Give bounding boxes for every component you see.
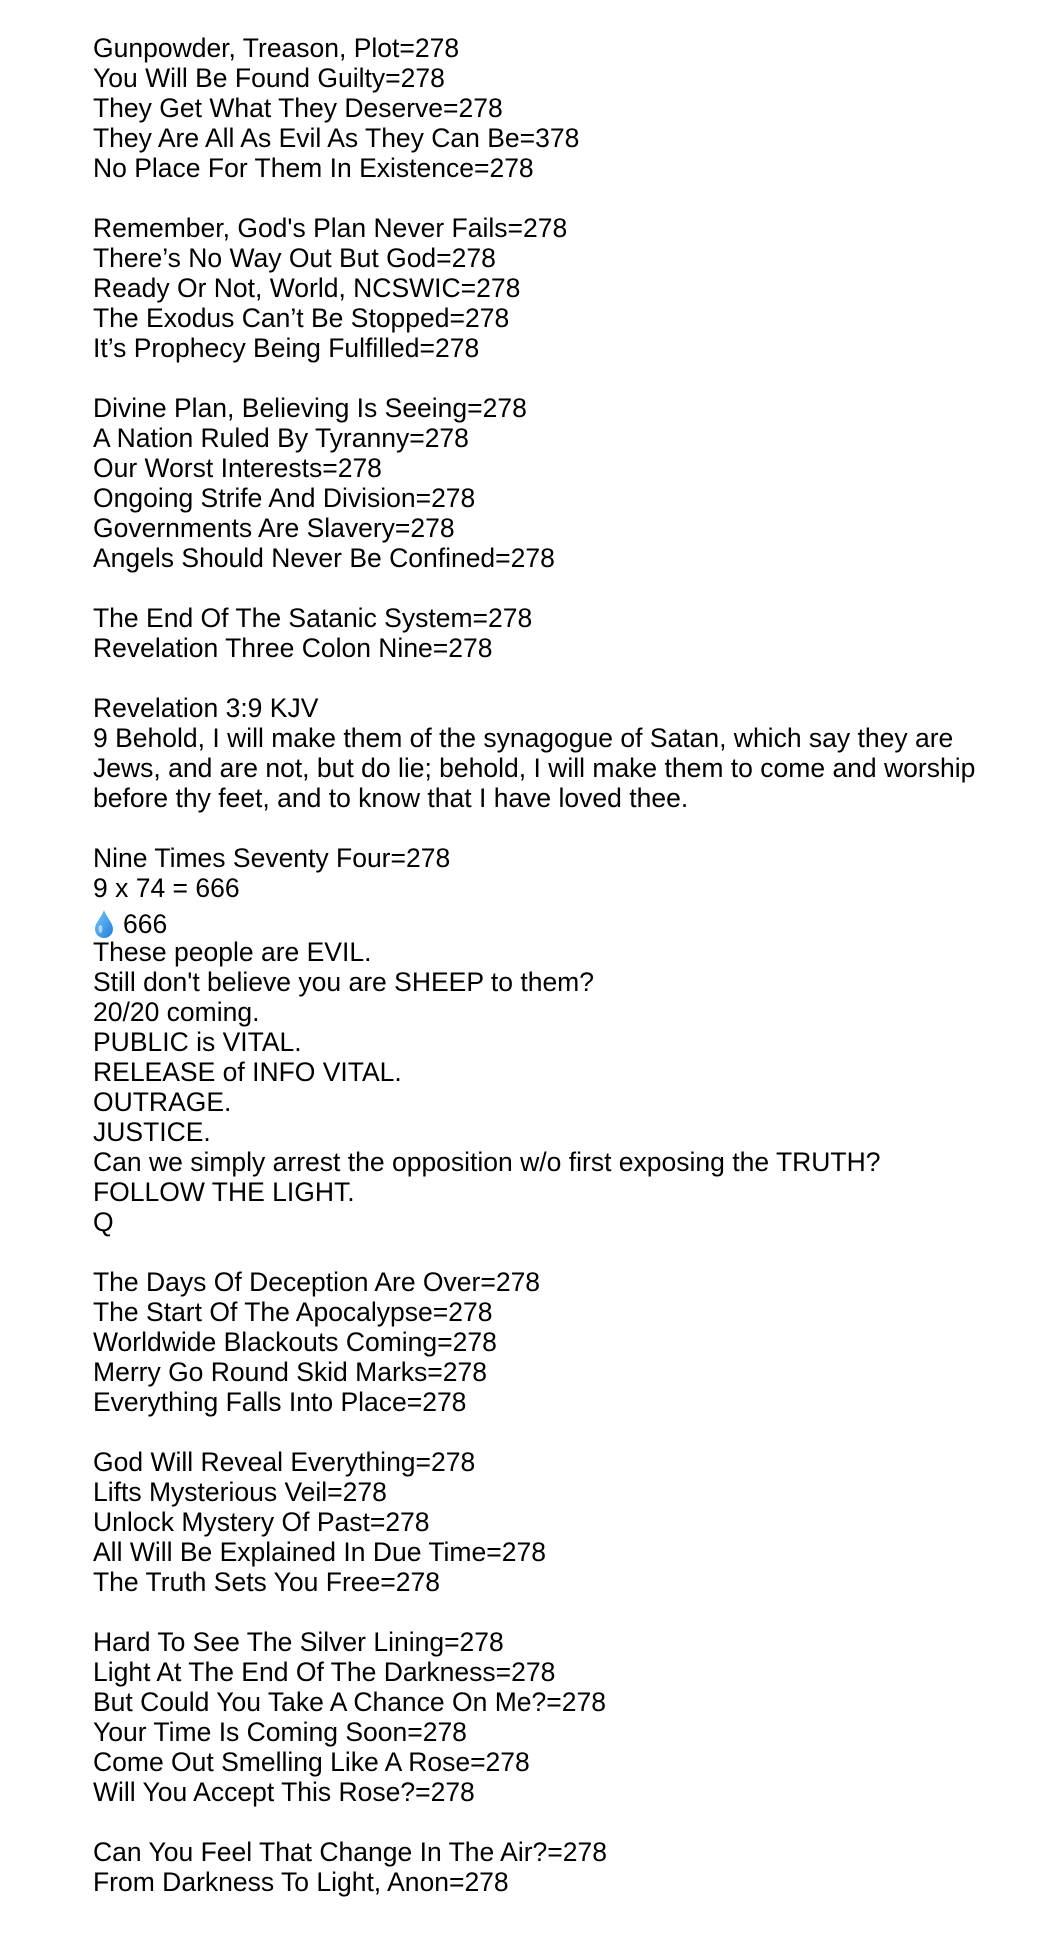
text-line: 20/20 coming. (93, 997, 260, 1027)
text-line: Revelation Three Colon Nine=278 (93, 633, 493, 663)
paragraph-gap (93, 1237, 1013, 1267)
text-line: It’s Prophecy Being Fulfilled=278 (93, 333, 480, 363)
text-line: Can we simply arrest the opposition w/o first exposing the TRUTH? (93, 1147, 881, 1177)
text-line: Q (93, 1207, 114, 1237)
text-line: Angels Should Never Be Confined=278 (93, 543, 555, 573)
text-line: Hard To See The Silver Lining=278 (93, 1627, 504, 1657)
text-line: From Darkness To Light, Anon=278 (93, 1867, 509, 1897)
text-line: OUTRAGE. (93, 1087, 232, 1117)
text-line: PUBLIC is VITAL. (93, 1027, 302, 1057)
text-line: Governments Are Slavery=278 (93, 513, 455, 543)
paragraph-gap (93, 1597, 1013, 1627)
text-line: Can You Feel That Change In The Air?=278 (93, 1837, 607, 1867)
scripture-verse: 9 Behold, I will make them of the synagogue of Satan, which say they are Jews, and are not, but do lie; behold, I will make them to come and worship before thy feet, and to know that I have loved thee. (93, 723, 976, 813)
text-line: A Nation Ruled By Tyranny=278 (93, 423, 469, 453)
text-line: The Truth Sets You Free=278 (93, 1567, 440, 1597)
text-line: No Place For Them In Existence=278 (93, 153, 534, 183)
text-line: Will You Accept This Rose?=278 (93, 1777, 475, 1807)
text-line: Gunpowder, Treason, Plot=278 (93, 33, 460, 63)
text-line: All Will Be Explained In Due Time=278 (93, 1537, 546, 1567)
text-block (93, 1837, 1013, 1897)
text-line: Ready Or Not, World, NCSWIC=278 (93, 273, 521, 303)
text-line: The Start Of The Apocalypse=278 (93, 1297, 493, 1327)
text-line: Our Worst Interests=278 (93, 453, 382, 483)
paragraph-gap (93, 573, 1013, 603)
text-line: The End Of The Satanic System=278 (93, 603, 533, 633)
scripture-block (93, 693, 1013, 813)
paragraph-gap (93, 1807, 1013, 1837)
text-line: The Exodus Can’t Be Stopped=278 (93, 303, 510, 333)
text-line: RELEASE of INFO VITAL. (93, 1057, 402, 1087)
text-line: Your Time Is Coming Soon=278 (93, 1717, 467, 1747)
text-line: Ongoing Strife And Division=278 (93, 483, 476, 513)
text-line: The Days Of Deception Are Over=278 (93, 1267, 541, 1297)
droplet-line (93, 909, 1013, 939)
text-block (93, 213, 1013, 363)
text-block (93, 1627, 1013, 1807)
text-line: Unlock Mystery Of Past=278 (93, 1507, 430, 1537)
text-block (93, 393, 1013, 573)
text-line: Merry Go Round Skid Marks=278 (93, 1357, 487, 1387)
text-line: Divine Plan, Believing Is Seeing=278 (93, 393, 527, 423)
text-line: You Will Be Found Guilty=278 (93, 63, 445, 93)
text-line: JUSTICE. (93, 1117, 211, 1147)
text-line: But Could You Take A Chance On Me?=278 (93, 1687, 606, 1717)
droplet-icon (93, 909, 115, 939)
quote-block (93, 909, 1013, 1237)
text-line: FOLLOW THE LIGHT. (93, 1177, 355, 1207)
droplet-label: 666 (123, 909, 168, 939)
text-line: There’s No Way Out But God=278 (93, 243, 496, 273)
text-line: Lifts Mysterious Veil=278 (93, 1477, 387, 1507)
text-line: Still don't believe you are SHEEP to them? (93, 967, 594, 997)
text-line: God Will Reveal Everything=278 (93, 1447, 476, 1477)
text-line: Light At The End Of The Darkness=278 (93, 1657, 556, 1687)
text-block (93, 1267, 1013, 1417)
text-line: Remember, God's Plan Never Fails=278 (93, 213, 568, 243)
text-line: They Are All As Evil As They Can Be=378 (93, 123, 580, 153)
text-block (93, 843, 1013, 903)
text-line: Nine Times Seventy Four=278 (93, 843, 451, 873)
paragraph-gap (93, 363, 1013, 393)
text-line: Everything Falls Into Place=278 (93, 1387, 467, 1417)
text-block (93, 33, 1013, 183)
text-line: Come Out Smelling Like A Rose=278 (93, 1747, 530, 1777)
text-line: Worldwide Blackouts Coming=278 (93, 1327, 497, 1357)
document-body (93, 33, 1013, 1897)
text-block (93, 603, 1013, 663)
paragraph-gap (93, 183, 1013, 213)
paragraph-gap (93, 663, 1013, 693)
text-line: 9 x 74 = 666 (93, 873, 240, 903)
scripture-heading: Revelation 3:9 KJV (93, 693, 319, 723)
text-block (93, 1447, 1013, 1597)
text-line: They Get What They Deserve=278 (93, 93, 503, 123)
paragraph-gap (93, 1417, 1013, 1447)
paragraph-gap (93, 813, 1013, 843)
text-line: These people are EVIL. (93, 937, 372, 967)
